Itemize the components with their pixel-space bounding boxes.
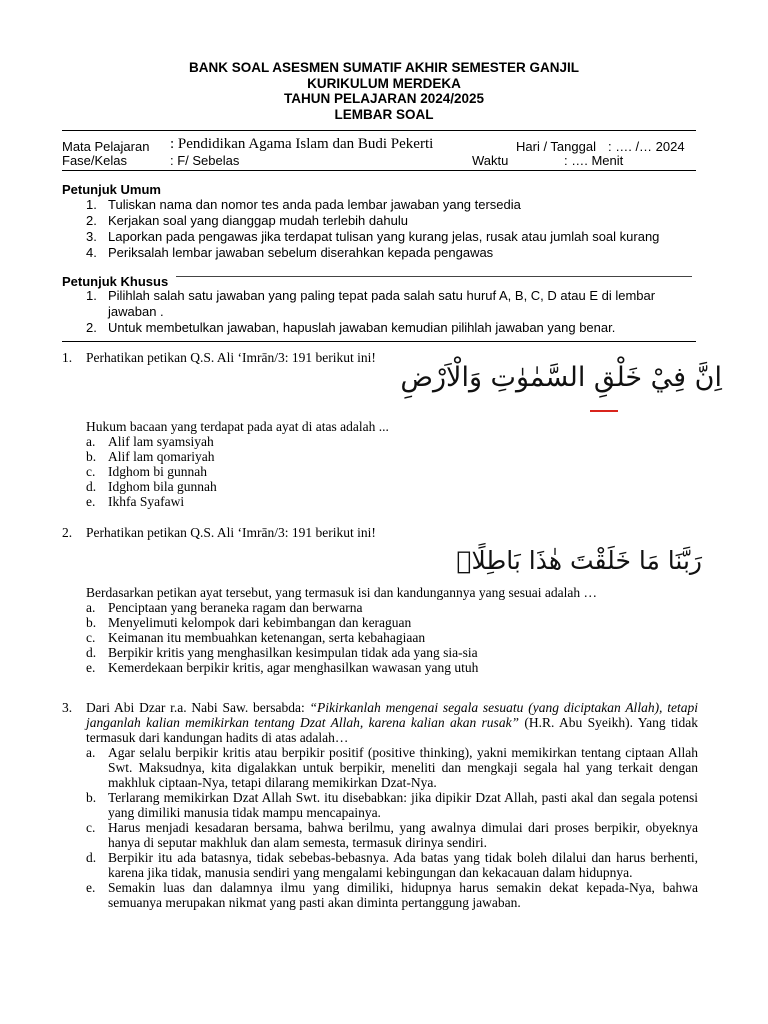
- date-value: : …. /… 2024: [608, 139, 685, 154]
- option-e[interactable]: e. Semakin luas dan dalamnya ilmu yang dimiliki, hidupnya harus semakin dekat kepada-Nya, bahwa semuanya merupakan nikmat yang pasti akan diminta pertanggung jawaban.: [86, 880, 698, 910]
- list-item: 4. Periksalah lembar jawaban sebelum diserahkan kepada pengawas: [86, 245, 494, 260]
- question-2-prompt: Perhatikan petikan Q.S. Ali ‘Imrān/3: 191 berikut ini!: [86, 525, 376, 540]
- option-b[interactable]: b. Menyelimuti kelompok dari kebimbangan dan keraguan: [86, 615, 412, 630]
- question-1-number: 1.: [62, 350, 73, 365]
- subject-label: Mata Pelajaran: [62, 139, 150, 154]
- list-item: 3. Laporkan pada pengawas jika terdapat tulisan yang kurang jelas, rusak atau jumlah soal kurang: [86, 229, 660, 244]
- question-2-options: [86, 600, 698, 675]
- option-d[interactable]: d. Idghom bila gunnah: [86, 479, 217, 494]
- instructions-divider: [62, 341, 696, 342]
- document-header: [0, 60, 768, 122]
- option-c[interactable]: c. Keimanan itu membuahkan ketenangan, serta kebahagiaan: [86, 630, 426, 645]
- list-item: 1. Tuliskan nama dan nomor tes anda pada lembar jawaban yang tersedia: [86, 197, 521, 212]
- class-value: : F/ Sebelas: [170, 153, 240, 168]
- option-b[interactable]: b. Terlarang memikirkan Dzat Allah Swt. itu disebabkan: jika dipikir Dzat Allah, pasti akal dan segala potensi yang dimiliki manusia tidak mampu mencapainya.: [86, 790, 698, 820]
- header-school-year: TAHUN PELAJARAN 2024/2025: [283, 91, 485, 106]
- time-label: Waktu: [472, 153, 509, 168]
- question-3-number: 3.: [62, 700, 73, 715]
- special-heading-rule: [176, 276, 692, 277]
- special-instructions-list: [86, 288, 698, 336]
- header-title: BANK SOAL ASESMEN SUMATIF AKHIR SEMESTER GANJIL: [188, 60, 580, 75]
- option-a[interactable]: a. Alif lam syamsiyah: [86, 434, 214, 449]
- class-label: Fase/Kelas: [62, 153, 128, 168]
- subject-value: : Pendidikan Agama Islam dan Budi Pekerti: [170, 136, 434, 152]
- option-c[interactable]: c. Harus menjadi kesadaran bersama, bahwa berilmu, yang awalnya dimulai dari proses berpikir, obyeknya hanya di seputar makhluk dan alam semesta, termasuk dirinya sendiri.: [86, 820, 698, 850]
- option-d[interactable]: d. Berpikir itu ada batasnya, tidak sebebas-bebasnya. Ada batas yang tidak boleh dilalui dan harus berhenti, karena jika tidak, manusia sendiri yang mengalami kebingungan dan kekacauan dalam hidupnya.: [86, 850, 698, 880]
- meta-divider: [62, 170, 696, 171]
- header-divider: [62, 130, 696, 131]
- special-instructions-heading: Petunjuk Khusus: [62, 274, 169, 289]
- general-instructions-heading: Petunjuk Umum: [62, 182, 161, 197]
- header-curriculum: KURIKULUM MERDEKA: [307, 75, 461, 91]
- general-instructions-list: [86, 197, 706, 261]
- header-sheet-name: LEMBAR SOAL: [334, 106, 434, 122]
- question-1-highlight-mark: [590, 410, 618, 412]
- question-1-text: Hukum bacaan yang terdapat pada ayat di atas adalah ...: [86, 419, 389, 434]
- option-d[interactable]: d. Berpikir kritis yang menghasilkan kesimpulan tidak ada yang sia-sia: [86, 645, 478, 660]
- question-1-options: [86, 434, 698, 509]
- list-item: 1. Pilihlah salah satu jawaban yang paling tepat pada salah satu huruf A, B, C, D atau E di lembar jawaban .: [86, 288, 656, 319]
- option-a[interactable]: a. Penciptaan yang beraneka ragam dan berwarna: [86, 600, 363, 615]
- time-value: : …. Menit: [564, 153, 624, 168]
- option-e[interactable]: e. Kemerdekaan berpikir kritis, agar menghasilkan wawasan yang utuh: [86, 660, 479, 675]
- hadith-quote: “Pikirkanlah mengenai segala sesuatu (yang diciptakan Allah), tetapi janganlah kalian memikirkan tentang Dzat Allah, karena kalian akan rusak”: [86, 700, 698, 730]
- option-c[interactable]: c. Idghom bi gunnah: [86, 464, 207, 479]
- list-item: 2. Kerjakan soal yang dianggap mudah terlebih dahulu: [86, 213, 408, 228]
- option-e[interactable]: e. Ikhfa Syafawi: [86, 494, 185, 509]
- date-label: Hari / Tanggal: [516, 139, 596, 154]
- list-item: 2. Untuk membetulkan jawaban, hapuslah jawaban kemudian pilihlah jawaban yang benar.: [86, 320, 616, 335]
- question-3-options: [86, 745, 698, 910]
- question-2-text: Berdasarkan petikan ayat tersebut, yang termasuk isi dan kandungannya yang sesuai adalah …: [86, 585, 597, 600]
- question-2-number: 2.: [62, 525, 73, 540]
- question-1-arabic-verse: اِنَّ فِيْ خَلْقِ السَّمٰوٰتِ وَالْاَرْضِ: [400, 362, 722, 393]
- question-1-prompt: Perhatikan petikan Q.S. Ali ‘Imrān/3: 191 berikut ini!: [86, 350, 376, 365]
- question-2-arabic-verse: رَبَّنَا مَا خَلَقْتَ هٰذَا بَاطِلًاۚ: [456, 546, 702, 575]
- option-a[interactable]: a. Agar selalu berpikir kritis atau berpikir positif (positive thinking), yakni memikirkan tentang ciptaan Allah Swt. Maksudnya, kita digalakkan untuk berpikir, meneliti dan mengkaji segala hal yang terkait dengan makhluk ciptaan-Nya, tetapi dilarang memikirkan Dzat-Nya.: [86, 745, 698, 790]
- question-3-text: Dari Abi Dzar r.a. Nabi Saw. bersabda: “Pikirkanlah mengenai segala sesuatu (yang diciptakan Allah), tetapi janganlah kalian memikirkan tentang Dzat Allah, karena kalian akan rusak” (H.R. Abu Syeikh). Yang tidak termasuk dari kandungan hadits di atas adalah…: [86, 700, 698, 745]
- option-b[interactable]: b. Alif lam qomariyah: [86, 449, 215, 464]
